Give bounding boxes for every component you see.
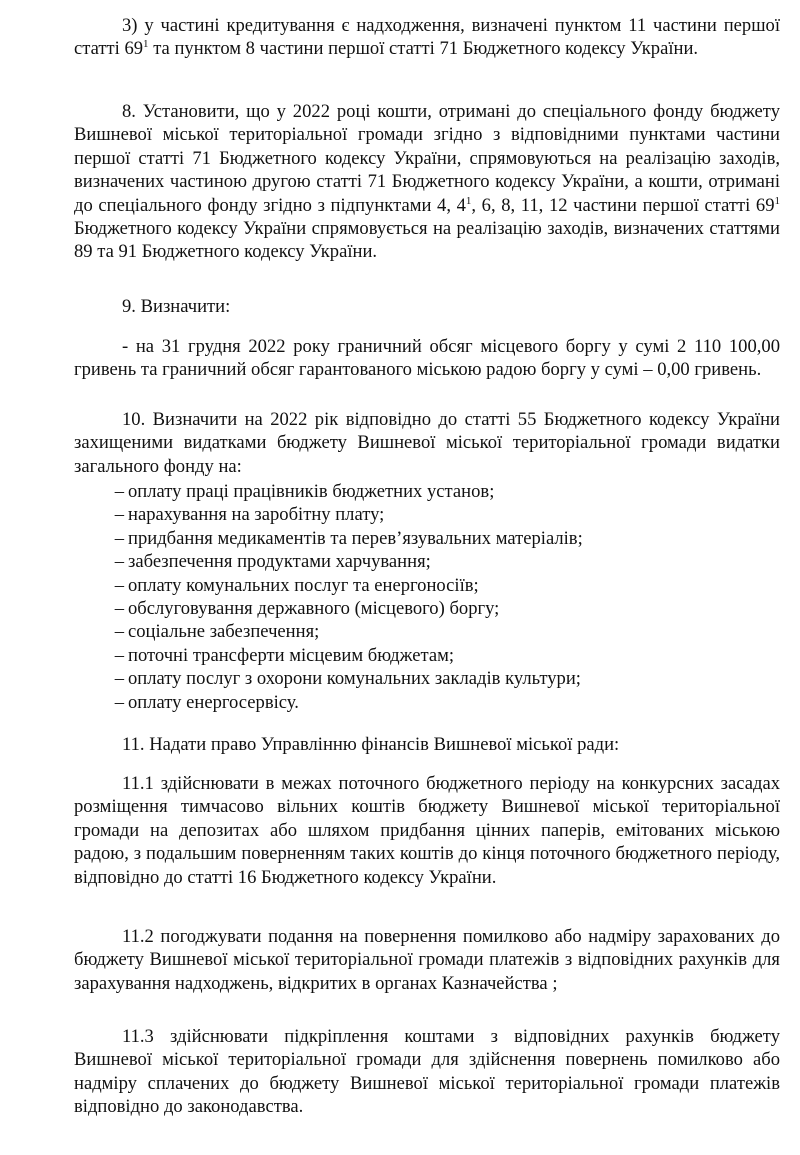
paragraph-11-1: 11.1 здійснювати в межах поточного бюджетного періоду на конкурсних засадах розміщення тимчасово вільних коштів бюджету Вишневої міської територіальної громади на депозитах або шляхом придбання цінних паперів, емітованих міською радою, з подальшим поверненням таких коштів до кінця поточного бюджетного періоду, відповідно до статті 16 Бюджетного кодексу України. — [74, 773, 780, 888]
paragraph-10: 10. Визначити на 2022 рік відповідно до статті 55 Бюджетного кодексу України захищеними видатками бюджету Вишневої міської територіальної громади видатки загального фонду на: — [74, 409, 780, 477]
list-item-text: придбання медикаментів та перев’язувальних матеріалів; — [128, 527, 583, 549]
paragraph-9-body: - на 31 грудня 2022 року граничний обсяг місцевого боргу у сумі 2 110 100,00 гривень та граничний обсяг гарантованого міською радою боргу у сумі – 0,00 гривень. — [74, 336, 780, 381]
list-item — [74, 597, 780, 620]
superscript: 1 — [774, 194, 780, 207]
dash-marker: – — [114, 668, 124, 690]
paragraph-3-text-a: 3) у частині кредитування є надходження, визначені пунктом 11 частини першої статті 69 — [74, 15, 780, 60]
paragraph-8-text-a: 8. Установити, що у 2022 році кошти, отримані до спеціального фонду бюджету Вишневої міської територіальної громади згідно з відповідними пунктами частини першої статті 71 Бюджетного кодексу України, спрямовуються на реалізацію заходів, визначених частиною другою статті 71 Бюджетного кодексу України, а кошти, отримані до спеціального фонду згідно з підпунктами 4, 4 — [74, 101, 780, 216]
paragraph-3-text-b: та пунктом 8 частини першої статті 71 Бюджетного кодексу України. — [148, 38, 699, 60]
list-item — [74, 691, 780, 714]
list-item — [74, 574, 780, 597]
list-item — [74, 503, 780, 526]
list-item-text: забезпечення продуктами харчування; — [128, 551, 431, 573]
dash-marker: – — [114, 574, 124, 596]
list-item — [74, 667, 780, 690]
list-item — [74, 527, 780, 550]
list-item-text: соціальне забезпечення; — [128, 621, 320, 643]
paragraph-11: 11. Надати право Управлінню фінансів Вишневої міської ради: — [122, 734, 620, 755]
superscript: 1 — [143, 38, 149, 51]
dash-marker: – — [114, 504, 124, 526]
paragraph-3 — [74, 14, 780, 61]
paragraph-8-text-b: , 6, 8, 11, 12 частини першої статті 69 — [471, 194, 775, 216]
paragraph-8-text-c: Бюджетного кодексу України спрямовується на реалізацію заходів, визначених статтями 89 та 91 Бюджетного кодексу України. — [74, 218, 780, 263]
paragraph-11-2: 11.2 погоджувати подання на повернення помилково або надміру зарахованих до бюджету Вишневої міської територіальної громади платежів з відповідних рахунків для зарахування надходжень, відкритих в органах Казначейства ; — [74, 926, 780, 994]
paragraph-9-title: 9. Визначити: — [122, 296, 231, 317]
paragraph-8 — [74, 100, 780, 264]
list-item — [74, 644, 780, 667]
dash-marker: – — [114, 621, 124, 643]
dash-marker: – — [114, 598, 124, 620]
dash-marker: – — [114, 644, 124, 666]
list-item-text: оплату праці працівників бюджетних установ; — [128, 481, 495, 502]
dash-marker: – — [114, 691, 124, 713]
list-item-text: нарахування на заробітну плату; — [128, 504, 385, 526]
list-item-text: обслуговування державного (місцевого) боргу; — [128, 598, 500, 620]
list-item-text: оплату комунальних послуг та енергоносіїв; — [128, 574, 479, 596]
list-item-text: поточні трансферти місцевим бюджетам; — [128, 644, 455, 666]
dash-marker: – — [114, 551, 124, 573]
protected-expenses-list — [74, 480, 780, 714]
dash-marker: – — [114, 481, 124, 502]
dash-marker: – — [114, 527, 124, 549]
list-item — [74, 480, 780, 503]
list-item — [74, 620, 780, 643]
list-item-text: оплату послуг з охорони комунальних закладів культури; — [128, 668, 581, 690]
list-item — [74, 550, 780, 573]
list-item-text: оплату енергосервісу. — [128, 691, 299, 713]
superscript: 1 — [465, 194, 472, 207]
paragraph-11-3: 11.3 здійснювати підкріплення коштами з відповідних рахунків бюджету Вишневої міської територіальної громади для здійснення повернень помилково або надміру сплачених до бюджету Вишневої міської територіальної громади платежів відповідно до законодавства. — [74, 1026, 780, 1118]
